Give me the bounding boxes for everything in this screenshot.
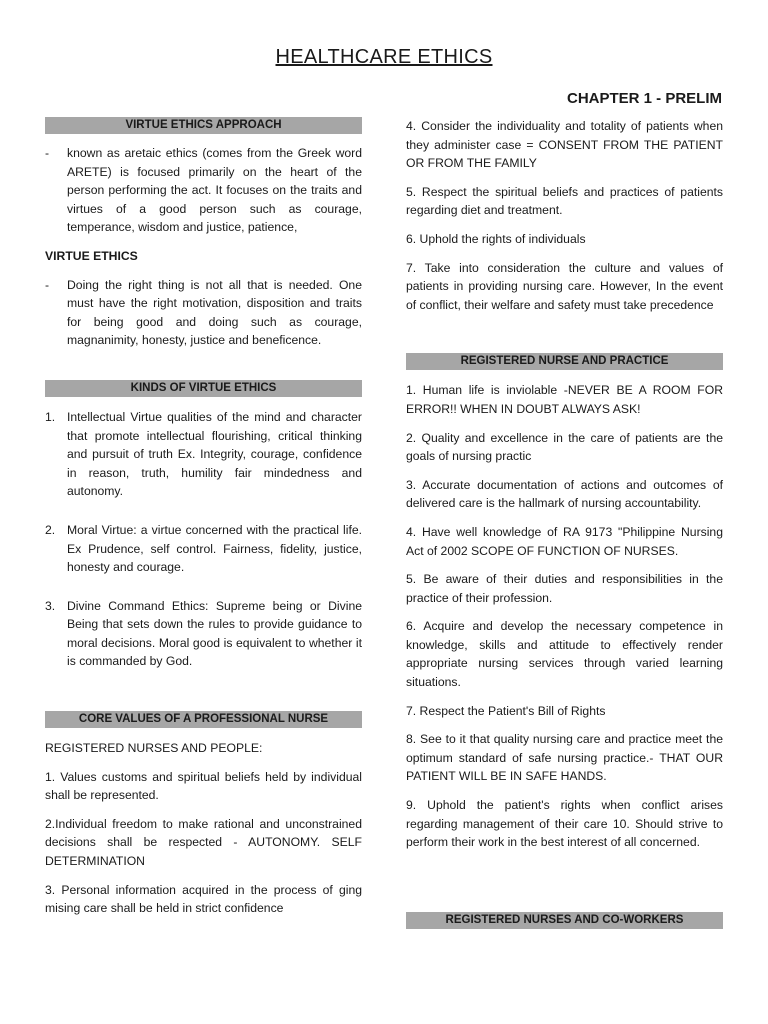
list-text: Intellectual Virtue qualities of the mind and character that promote intellectual flourishing, critical thinking and pursuit of truth Ex. Integrity, courage, confidence in reason, truth, humility fair mindedness and autonomy. xyxy=(67,409,362,499)
practice-item: 6. Acquire and develop the necessary competence in knowledge, skills and attitude to effectively render appropriate nursing services through varied learning situations. xyxy=(406,619,723,690)
list-item-divine-command-ethics xyxy=(45,597,362,671)
list-item-moral-virtue xyxy=(45,521,362,577)
document-title: HEALTHCARE ETHICS xyxy=(275,46,493,68)
practice-item: 2. Quality and excellence in the care of patients are the goals of nursing practic xyxy=(406,430,723,464)
practice-item: 4. Have well knowledge of RA 9173 "Philippine Nursing Act of 2002 SCOPE OF FUNCTION OF NURSES. xyxy=(406,524,723,558)
practice-item: 5. Be aware of their duties and responsibilities in the practice of their profession. xyxy=(406,572,723,605)
practice-item: 9. Uphold the patient's rights when conflict arises regarding management of their care 10. Should strive to perform their work in the best interest of all concerned. xyxy=(406,798,723,850)
list-text: Divine Command Ethics: Supreme being or Divine Being that sets down the rules to provide guidance to moral decisions. Moral good is equivalent to whether it is commanded by God. xyxy=(67,598,362,669)
list-number: 2. xyxy=(45,522,56,537)
core-value-item: 4. Consider the individuality and totality of patients when they administer case = CONSENT FROM THE PATIENT OR FROM THE FAMILY xyxy=(406,119,723,171)
section-header-core-values: CORE VALUES OF A PROFESSIONAL NURSE xyxy=(45,711,362,728)
bullet-aretaic-ethics xyxy=(45,144,362,237)
bullet-right-motivation xyxy=(45,276,362,350)
core-value-item: 7. Take into consideration the culture and values of patients in providing nursing care. However, In the event of conflict, their welfare and safety must take precedence xyxy=(406,260,723,312)
section-header-registered-nurses-and-co-workers: REGISTERED NURSES AND CO-WORKERS xyxy=(406,912,723,929)
list-number: 3. xyxy=(45,598,56,613)
core-value-item: 1. Values customs and spiritual beliefs held by individual shall be represented. xyxy=(45,769,362,803)
bullet-marker: - xyxy=(45,277,50,292)
core-value-item: 5. Respect the spiritual beliefs and practices of patients regarding diet and treatment. xyxy=(406,184,723,218)
list-number: 1. xyxy=(45,409,56,424)
section-header-registered-nurse-and-practice: REGISTERED NURSE AND PRACTICE xyxy=(406,353,723,370)
chapter-heading: CHAPTER 1 - PRELIM xyxy=(566,90,722,107)
core-value-item: 6. Uphold the rights of individuals xyxy=(406,231,586,246)
section-header-kinds-of-virtue-ethics: KINDS OF VIRTUE ETHICS xyxy=(45,380,362,397)
subheading-nurses-and-people: REGISTERED NURSES AND PEOPLE: xyxy=(45,741,263,756)
section-header-virtue-ethics-approach: VIRTUE ETHICS APPROACH xyxy=(45,117,362,134)
core-value-item: 2.Individual freedom to make rational and unconstrained decisions shall be respected - AUTONOMY. SELF DETERMINATION xyxy=(45,816,362,869)
practice-item: 8. See to it that quality nursing care and practice meet the optimum standard of safe nursing practice.- THAT OUR PATIENT WILL BE IN SAFE HANDS. xyxy=(406,732,723,784)
left-column xyxy=(45,117,362,918)
practice-item: 7. Respect the Patient's Bill of Rights xyxy=(406,703,606,718)
practice-item: 3. Accurate documentation of actions and outcomes of delivered care is the hallmark of nursing accountability. xyxy=(406,477,723,511)
subheading-virtue-ethics: VIRTUE ETHICS xyxy=(45,248,138,263)
list-item-intellectual-virtue xyxy=(45,408,362,501)
bullet-text: known as aretaic ethics (comes from the Greek word ARETE) is focused primarily on the heart of the person performing the act. It focuses on the traits and virtues of a good person such as courage, temperance, wisdom and justice, patience, xyxy=(67,146,362,235)
practice-item: 1. Human life is inviolable -NEVER BE A ROOM FOR ERROR!! WHEN IN DOUBT ALWAYS ASK! xyxy=(406,383,723,416)
right-column xyxy=(406,117,723,929)
list-text: Moral Virtue: a virtue concerned with the practical life. Ex Prudence, self control. Fairness, fidelity, justice, honesty and courage. xyxy=(67,522,362,575)
bullet-text: Doing the right thing is not all that is needed. One must have the right motivation, disposition and traits for being good and doing such as courage, magnanimity, honesty, justice and beneficence. xyxy=(67,277,362,348)
core-value-item: 3. Personal information acquired in the process of ging mising care shall be held in strict confidence xyxy=(45,882,362,916)
bullet-marker: - xyxy=(45,146,50,160)
